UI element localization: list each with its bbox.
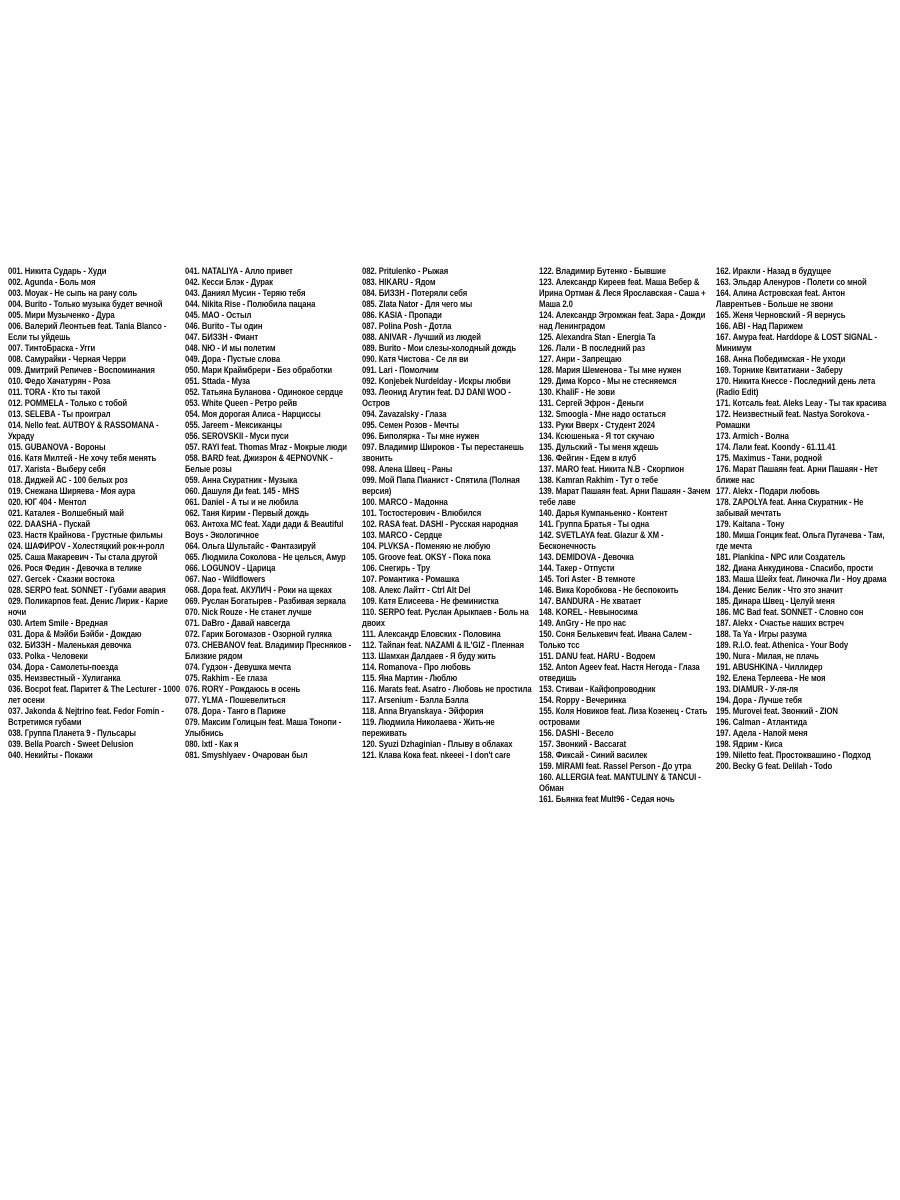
track-entry: 129. Дима Корсо - Мы не стесняемся <box>539 376 677 386</box>
track-entry: 172. Неизвестный feat. Nastya Sorokova - Ромашки <box>716 409 870 430</box>
track-entry: 079. Максим Голицын feat. Маша Тонопи - Улыбнись <box>185 717 342 738</box>
track-entry: 025. Саша Макаревич - Ты стала другой <box>8 552 158 562</box>
track-entry: 051. Sttada - Муза <box>185 376 250 386</box>
track-entry: 082. Pritulenko - Рыжая <box>362 266 449 276</box>
track-entry: 162. Иракли - Назад в будущее <box>716 266 832 276</box>
track-entry: 024. ШАФИРОV - Холестяцкий рок-н-ролл <box>8 541 165 551</box>
track-entry: 109. Катя Елисеева - Не феминистка <box>362 596 499 606</box>
track-entry: 049. Дора - Пустые слова <box>185 354 281 364</box>
track-entry: 070. Nick Rouze - Не станет лучше <box>185 607 312 617</box>
track-entry: 115. Яна Мартин - Люблю <box>362 673 458 683</box>
track-entry: 074. Гудзон - Девушка мечта <box>185 662 292 672</box>
track-entry: 165. Женя Черновский - Я вернусь <box>716 310 846 320</box>
track-entry: 043. Даниял Мусин - Теряю тебя <box>185 288 306 298</box>
track-entry: 180. Миша Гонцик feat. Ольга Пугачева - Там, где мечта <box>716 530 885 551</box>
track-entry: 059. Анна Скуратник - Музыка <box>185 475 298 485</box>
track-entry: 155. Коля Новиков feat. Лиза Козенец - Стать островами <box>539 706 708 727</box>
track-entry: 037. Jakonda & Nejtrino feat. Fedor Fomin - Встретимся губами <box>8 706 164 727</box>
track-entry: 171. Котсаль feat. Aleks Leay - Ты так красива <box>716 398 887 408</box>
track-entry: 196. Calman - Атлантида <box>716 717 807 727</box>
track-entry: 114. Romanova - Про любовь <box>362 662 471 672</box>
track-entry: 055. Jareem - Мексиканцы <box>185 420 282 430</box>
track-entry: 034. Дора - Самолеты-поезда <box>8 662 119 672</box>
track-entry: 166. ABI - Над Парижем <box>716 321 803 331</box>
track-entry: 158. Фиксай - Синий василек <box>539 750 648 760</box>
track-entry: 112. Тайпан feat. NAZAMI & IL'GIZ - Пленная <box>362 640 524 650</box>
track-entry: 076. RORY - Рождаюсь в осень <box>185 684 301 694</box>
track-entry: 015. GUBANOVA - Вороны <box>8 442 106 452</box>
track-entry: 150. Соня Белькевич feat. Ивана Салем - Только тсс <box>539 629 692 650</box>
track-entry: 007. ТинтоБраска - Угги <box>8 343 96 353</box>
track-entry: 009. Дмитрий Репичев - Воспоминания <box>8 365 155 375</box>
track-entry: 103. MARCO - Сердце <box>362 530 443 540</box>
track-entry: 144. Такер - Отпусти <box>539 563 615 573</box>
track-entry: 040. Некийты - Покажи <box>8 750 93 760</box>
track-entry: 065. Людмила Соколова - Не целься, Амур <box>185 552 346 562</box>
track-entry: 118. Anna Bryanskaya - Эйфория <box>362 706 484 716</box>
track-entry: 123. Александр Киреев feat. Маша Вебер & Ирина Ортман & Леся Ярославская - Саша + Маша 2.0 <box>539 277 706 309</box>
track-entry: 151. DANU feat. HARU - Водоем <box>539 651 656 661</box>
track-entry: 198. Ядрим - Киса <box>716 739 783 749</box>
track-entry: 193. DIAMUR - У-ля-ля <box>716 684 799 694</box>
track-entry: 050. Мари Краймбрери - Без обработки <box>185 365 333 375</box>
track-entry: 113. Шамхан Далдаев - Я буду жить <box>362 651 496 661</box>
track-entry: 145. Tori Aster - В темноте <box>539 574 636 584</box>
track-entry: 030. Artem Smile - Вредная <box>8 618 108 628</box>
track-entry: 187. Alekx - Счастье наших встреч <box>716 618 844 628</box>
track-entry: 013. SELEBA - Ты проиграл <box>8 409 111 419</box>
track-entry: 038. Группа Планета 9 - Пульсары <box>8 728 136 738</box>
track-entry: 097. Владимир Широков - Ты перестанешь звонить <box>362 442 524 463</box>
track-entry: 087. Polina Posh - Дотла <box>362 321 452 331</box>
track-entry: 020. ЮГ 404 - Ментол <box>8 497 87 507</box>
track-entry: 191. ABUSHKINA - Чиллидер <box>716 662 823 672</box>
track-entry: 018. Диджей АС - 100 белых роз <box>8 475 128 485</box>
track-entry: 062. Таня Кирим - Первый дождь <box>185 508 309 518</box>
track-entry: 124. Александр Эгромжан feat. Зара - Дожди над Ленинградом <box>539 310 706 331</box>
track-entry: 122. Владимир Бутенко - Бывшие <box>539 266 666 276</box>
track-entry: 036. Bocpot feat. Паритет & The Lecturer - 1000 лет осени <box>8 684 181 705</box>
track-entry: 014. Nello feat. AUTBOY & RASSOMANA - Украду <box>8 420 159 441</box>
track-entry: 044. Nikita Rise - Полюбила пацана <box>185 299 316 309</box>
track-entry: 053. White Queen - Ретро рейв <box>185 398 298 408</box>
track-entry: 091. Lari - Помолчим <box>362 365 439 375</box>
track-entry: 026. Рося Федин - Девочка в телике <box>8 563 142 573</box>
track-entry: 010. Федо Хачатурян - Роза <box>8 376 111 386</box>
tracklist-column-4 <box>539 266 716 934</box>
track-entry: 135. Дульский - Ты меня ждешь <box>539 442 659 452</box>
track-entry: 052. Татьяна Буланова - Одинокое сердце <box>185 387 344 397</box>
track-entry: 110. SERPO feat. Руслан Арыкпаев - Боль на двоих <box>362 607 529 628</box>
track-entry: 142. SVETLAYA feat. Glazur & XM - Бесконечность <box>539 530 664 551</box>
tracklist-column-2 <box>185 266 362 934</box>
track-entry: 137. MARO feat. Никита N.B - Скорпион <box>539 464 684 474</box>
track-entry: 153. Стиваи - Кайфопроводник <box>539 684 656 694</box>
track-entry: 120. Syuzi Dzhaginian - Плыву в облаках <box>362 739 513 749</box>
track-entry: 154. Roppy - Вечеринка <box>539 695 627 705</box>
track-entry: 017. Xarista - Выберу себя <box>8 464 106 474</box>
track-entry: 139. Марат Пашаян feat. Арни Пашаян - Зачем тебе лаве <box>539 486 711 507</box>
track-entry: 141. Группа Братья - Ты одна <box>539 519 650 529</box>
track-entry: 160. ALLERGIA feat. MANTULINY & TANCUI - Обман <box>539 772 701 793</box>
track-entry: 068. Дора feat. АКУЛИЧ - Роки на щеках <box>185 585 332 595</box>
track-entry: 188. Ta Ya - Игры разума <box>716 629 807 639</box>
track-entry: 104. PLVKSA - Поменяю не любую <box>362 541 491 551</box>
track-entry: 096. Биполярка - Ты мне нужен <box>362 431 480 441</box>
track-entry: 185. Динара Швец - Целуй меня <box>716 596 835 606</box>
track-entry: 159. MIRAMI feat. Rassel Person - До утра <box>539 761 692 771</box>
track-entry: 147. BANDURA - Не хватает <box>539 596 642 606</box>
tracklist-sheet <box>8 266 894 934</box>
track-entry: 149. AnGry - Не про нас <box>539 618 627 628</box>
track-entry: 028. SERPO feat. SONNET - Губами авария <box>8 585 166 595</box>
track-entry: 094. Zavazalsky - Глаза <box>362 409 447 419</box>
track-entry: 140. Дарья Кумпаньенко - Контент <box>539 508 668 518</box>
track-entry: 156. DASHI - Весело <box>539 728 614 738</box>
track-entry: 126. Лали - В последний раз <box>539 343 646 353</box>
track-entry: 127. Анри - Запрещаю <box>539 354 622 364</box>
track-entry: 174. Лали feat. Koondy - 61.11.41 <box>716 442 836 452</box>
track-entry: 199. Niletto feat. Простоквашино - Подход <box>716 750 871 760</box>
track-entry: 176. Марат Пашаян feat. Арни Пашаян - Нет ближе нас <box>716 464 878 485</box>
track-entry: 027. Gercek - Сказки востока <box>8 574 115 584</box>
track-entry: 056. SEROVSKII - Муси пуси <box>185 431 289 441</box>
track-entry: 008. Самурайки - Черная Черри <box>8 354 126 364</box>
track-entry: 067. Nao - Wildflowers <box>185 574 266 584</box>
track-entry: 175. Maximus - Тани, родной <box>716 453 822 463</box>
track-entry: 093. Леонид Агутин feat. DJ DANI WOO - Остров <box>362 387 511 408</box>
tracklist-column-3 <box>362 266 539 934</box>
track-entry: 012. POMMELA - Только с тобой <box>8 398 128 408</box>
track-entry: 178. ZAPOLYA feat. Анна Скуратник - Не забывай мечтать <box>716 497 864 518</box>
track-entry: 035. Неизвестный - Хулиганка <box>8 673 121 683</box>
track-entry: 060. Дашуля Ди feat. 145 - MHS <box>185 486 300 496</box>
track-entry: 095. Семен Розов - Мечты <box>362 420 459 430</box>
track-entry: 058. BARD feat. Джизрон & 4EPNOVNK - Белые розы <box>185 453 333 474</box>
track-entry: 131. Сергей Эфрон - Деньги <box>539 398 644 408</box>
track-entry: 194. Дора - Лучше тебя <box>716 695 802 705</box>
track-entry: 064. Ольга Шультайс - Фантазируй <box>185 541 316 551</box>
track-entry: 161. Бьянка feat Mult96 - Седая ночь <box>539 794 675 804</box>
track-entry: 039. Bella Poarch - Sweet Delusion <box>8 739 134 749</box>
track-entry: 143. DEMIDOVA - Девочка <box>539 552 634 562</box>
track-entry: 197. Адела - Напой меня <box>716 728 808 738</box>
track-entry: 084. БИЗЗН - Потеряли себя <box>362 288 468 298</box>
track-entry: 108. Алекс Лайтт - Ctrl Alt Del <box>362 585 471 595</box>
track-entry: 134. Ксюшенька - Я тот скучаю <box>539 431 655 441</box>
track-entry: 045. МАО - Остыл <box>185 310 252 320</box>
track-entry: 063. Антоха МС feat. Хади дади & Beautiful Boys - Экологичное <box>185 519 344 540</box>
track-entry: 022. DAASHA - Пускай <box>8 519 91 529</box>
track-entry: 098. Алена Швец - Раны <box>362 464 453 474</box>
track-entry: 016. Катя Милтей - Не хочу тебя менять <box>8 453 157 463</box>
track-entry: 089. Burito - Мои слезы-холодный дождь <box>362 343 517 353</box>
track-entry: 152. Anton Ageev feat. Настя Негода - Глаза отведишь <box>539 662 700 683</box>
track-entry: 081. Smyshlyaev - Очарован был <box>185 750 308 760</box>
track-entry: 181. Plankina - NPC или Создатель <box>716 552 846 562</box>
track-entry: 072. Гарик Богомазов - Озорной гуляка <box>185 629 332 639</box>
track-entry: 179. Kaitana - Тону <box>716 519 785 529</box>
track-entry: 128. Мария Шеменова - Ты мне нужен <box>539 365 682 375</box>
track-entry: 042. Кесси Блэк - Дурак <box>185 277 273 287</box>
track-entry: 004. Burito - Только музыка будет вечной <box>8 299 163 309</box>
track-entry: 121. Клава Кока feat. nkeeei - I don't care <box>362 750 511 760</box>
track-entry: 133. Руки Вверх - Студент 2024 <box>539 420 655 430</box>
track-entry: 057. RAYI feat. Thomas Mraz - Мокрые люди <box>185 442 347 452</box>
track-entry: 117. Arsenium - Бэлла Бэлла <box>362 695 469 705</box>
track-entry: 066. LOGUNOV - Царица <box>185 563 276 573</box>
track-entry: 100. MARCO - Мадонна <box>362 497 448 507</box>
track-entry: 011. TORA - Кто ты такой <box>8 387 101 397</box>
track-entry: 136. Фейгин - Едем в клуб <box>539 453 637 463</box>
track-entry: 102. RASA feat. DASHI - Русская народная <box>362 519 519 529</box>
track-entry: 005. Мири Музыченко - Дура <box>8 310 115 320</box>
track-entry: 177. Alekx - Подари любовь <box>716 486 820 496</box>
track-entry: 090. Катя Чистова - Се ля ви <box>362 354 469 364</box>
track-entry: 032. БИЗЗН - Маленькая девочка <box>8 640 132 650</box>
track-entry: 111. Александр Еловских - Половина <box>362 629 501 639</box>
track-entry: 088. ANIVAR - Лучший из людей <box>362 332 481 342</box>
track-entry: 003. Моуак - Не сыпь на рану соль <box>8 288 138 298</box>
track-entry: 041. NATALIYA - Алло привет <box>185 266 293 276</box>
track-entry: 019. Снежана Ширяева - Моя аура <box>8 486 136 496</box>
track-entry: 183. Маша Шейх feat. Линочка Ли - Ноу драма <box>716 574 887 584</box>
track-entry: 169. Торнике Квитатиани - Заберу <box>716 365 843 375</box>
track-entry: 157. Звонкий - Baccarat <box>539 739 627 749</box>
track-entry: 083. HIKARU - Ядом <box>362 277 436 287</box>
track-entry: 099. Мой Папа Пианист - Спятила (Полная версия) <box>362 475 520 496</box>
track-entry: 146. Вика Коробкова - Не беспокоить <box>539 585 679 595</box>
track-entry: 021. Каталея - Волшебный май <box>8 508 124 518</box>
track-entry: 200. Becky G feat. Delilah - Todo <box>716 761 833 771</box>
track-entry: 078. Дора - Танго в Париже <box>185 706 286 716</box>
track-entry: 048. NЮ - И мы полетим <box>185 343 276 353</box>
track-entry: 001. Никита Сударь - Худи <box>8 266 107 276</box>
track-entry: 086. KASIA - Пропади <box>362 310 442 320</box>
track-entry: 107. Романтика - Ромашка <box>362 574 460 584</box>
track-entry: 006. Валерий Леонтьев feat. Tania Blanco - Если ты уйдешь <box>8 321 167 342</box>
track-entry: 085. Zlata Nator - Для чего мы <box>362 299 473 309</box>
track-entry: 148. KOREL - Невыносима <box>539 607 638 617</box>
track-entry: 075. Rakhim - Ее глаза <box>185 673 268 683</box>
track-entry: 106. Снегирь - Тру <box>362 563 430 573</box>
track-entry: 138. Kamran Rakhim - Тут о тебе <box>539 475 659 485</box>
track-entry: 031. Дора & Мэйби Бэйби - Дождаю <box>8 629 142 639</box>
track-entry: 023. Настя Крайнова - Грустные фильмы <box>8 530 163 540</box>
track-entry: 130. KhaliF - Не зови <box>539 387 615 397</box>
track-entry: 033. Polka - Человеки <box>8 651 88 661</box>
track-entry: 132. Smoogla - Мне надо остаться <box>539 409 666 419</box>
track-entry: 077. YLMA - Пошевелиться <box>185 695 286 705</box>
track-entry: 071. DaBro - Давай навсегда <box>185 618 290 628</box>
track-entry: 119. Людмила Николаева - Жить-не переживать <box>362 717 495 738</box>
track-entry: 168. Анна Победимская - Не уходи <box>716 354 846 364</box>
track-entry: 061. Daniel - А ты и не любила <box>185 497 299 507</box>
track-entry: 167. Амура feat. Harddope & LOST SIGNAL - Минимум <box>716 332 877 353</box>
track-entry: 073. CHEBANOV feat. Владимир Пресняков - Близкие рядом <box>185 640 352 661</box>
track-entry: 163. Эльдар Аленуров - Полети со мной <box>716 277 867 287</box>
track-entry: 192. Елена Терлеева - Не моя <box>716 673 826 683</box>
track-entry: 186. MC Bad feat. SONNET - Словно сон <box>716 607 864 617</box>
track-entry: 080. lxtl - Как я <box>185 739 239 749</box>
track-entry: 105. Groove feat. OKSY - Пока пока <box>362 552 491 562</box>
track-entry: 047. БИЗЗН - Фиант <box>185 332 259 342</box>
track-entry: 184. Денис Белик - Что это значит <box>716 585 843 595</box>
tracklist-column-1 <box>8 266 185 934</box>
track-entry: 069. Руслан Богатырев - Разбивая зеркала <box>185 596 346 606</box>
track-entry: 170. Никита Кнессе - Последний день лета (Radio Edit) <box>716 376 876 397</box>
track-entry: 182. Диана Анкудинова - Спасибо, прости <box>716 563 874 573</box>
track-entry: 054. Моя дорогая Алиса - Нарциссы <box>185 409 321 419</box>
track-entry: 189. R.I.O. feat. Athenica - Your Body <box>716 640 849 650</box>
track-entry: 195. Murovei feat. Звонкий - ZION <box>716 706 838 716</box>
track-entry: 116. Marats feat. Asatro - Любовь не простила <box>362 684 532 694</box>
tracklist-column-5 <box>716 266 893 934</box>
track-entry: 046. Burito - Ты один <box>185 321 263 331</box>
track-entry: 002. Agunda - Боль моя <box>8 277 96 287</box>
track-entry: 092. Konjebek Nurdelday - Искры любви <box>362 376 511 386</box>
track-entry: 173. Armich - Волна <box>716 431 789 441</box>
track-entry: 101. Тостостерович - Влюбился <box>362 508 482 518</box>
track-entry: 164. Алина Астровская feat. Антон Лаврентьев - Больше не звони <box>716 288 845 309</box>
track-entry: 190. Nura - Милая, не плачь <box>716 651 819 661</box>
track-entry: 029. Поликарпов feat. Денис Лирик - Карие ночи <box>8 596 168 617</box>
track-entry: 125. Alexandra Stan - Energia Ta <box>539 332 656 342</box>
